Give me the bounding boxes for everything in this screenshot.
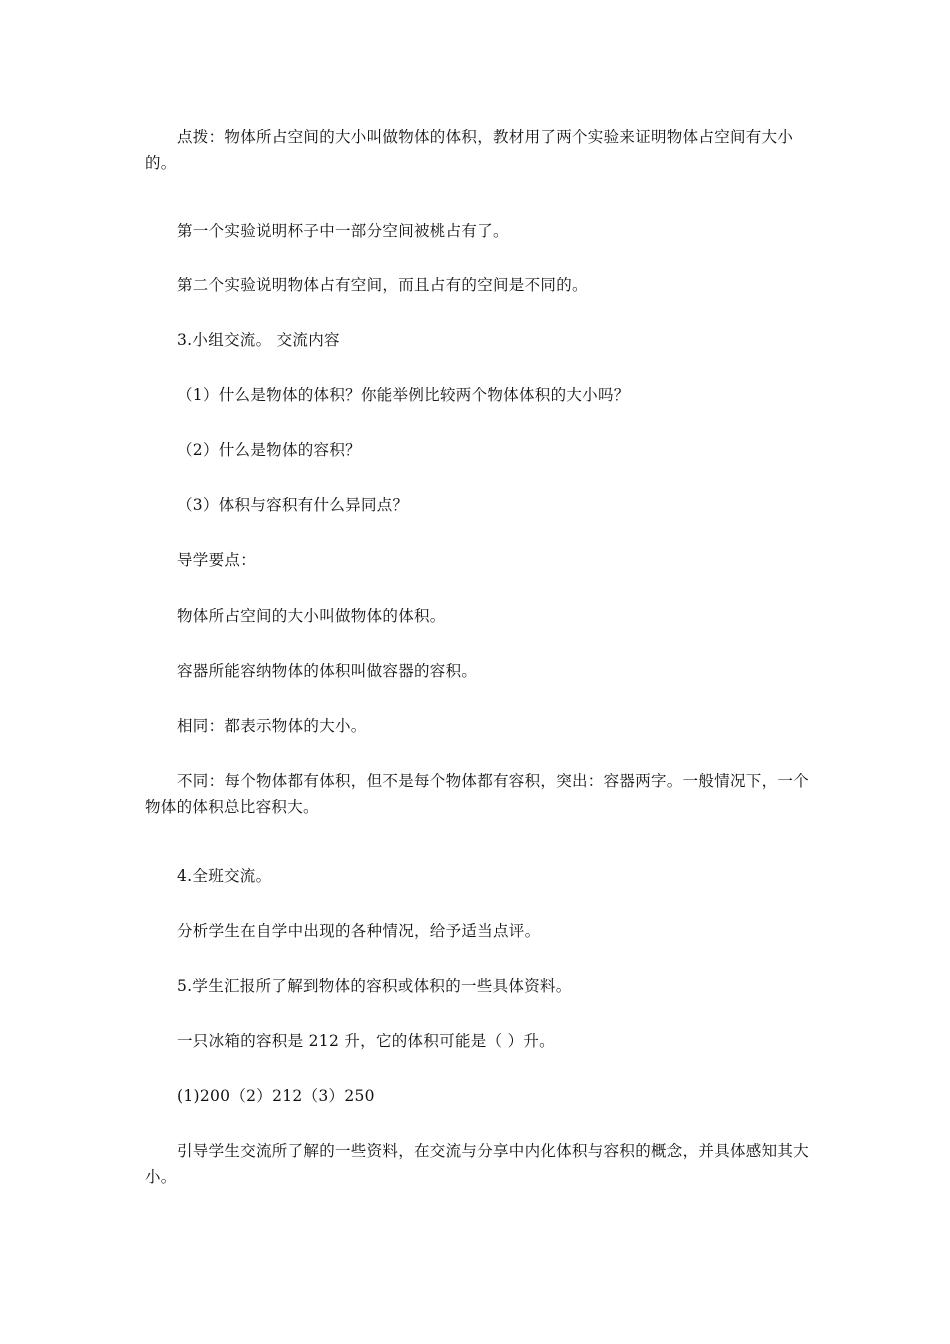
paragraph-guide-heading: 导学要点： bbox=[177, 551, 257, 569]
paragraph-similarity: 相同：都表示物体的大小。 bbox=[177, 717, 367, 735]
paragraph-analysis: 分析学生在自学中出现的各种情况，给予适当点评。 bbox=[177, 922, 541, 940]
paragraph-capacity-definition: 容器所能容纳物体的体积叫做容器的容积。 bbox=[177, 662, 478, 680]
paragraph-group-discussion: 3.小组交流。 交流内容 bbox=[177, 331, 340, 349]
paragraph-question-3: （3）体积与容积有什么异同点？ bbox=[177, 496, 409, 514]
paragraph-volume-definition: 物体所占空间的大小叫做物体的体积。 bbox=[177, 607, 446, 625]
paragraph-fridge-question: 一只冰箱的容积是 212 升，它的体积可能是（ ）升。 bbox=[177, 1032, 555, 1050]
paragraph-answer-options: (1)200（2）212（3）250 bbox=[177, 1087, 375, 1105]
paragraph-class-discussion: 4.全班交流。 bbox=[177, 867, 272, 885]
paragraph-student-report: 5.学生汇报所了解到物体的容积或体积的一些具体资料。 bbox=[177, 977, 572, 995]
paragraph-question-2: （2）什么是物体的容积？ bbox=[177, 441, 361, 459]
paragraph-hint: 点拨：物体所占空间的大小叫做物体的体积，教材用了两个实验来证明物体占空间有大小的。 bbox=[145, 128, 794, 172]
paragraph-experiment-2: 第二个实验说明物体占有空间，而且占有的空间是不同的。 bbox=[177, 276, 588, 294]
paragraph-guidance: 引导学生交流所了解的一些资料，在交流与分享中内化体积与容积的概念，并具体感知其大小。 bbox=[145, 1142, 810, 1186]
paragraph-difference: 不同：每个物体都有体积，但不是每个物体都有容积，突出：容器两字。一般情况下，一个物体的体积总比容积大。 bbox=[145, 772, 810, 816]
paragraph-question-1: （1）什么是物体的体积？你能举例比较两个物体体积的大小吗？ bbox=[177, 386, 630, 404]
paragraph-experiment-1: 第一个实验说明杯子中一部分空间被桃占有了。 bbox=[177, 222, 509, 240]
